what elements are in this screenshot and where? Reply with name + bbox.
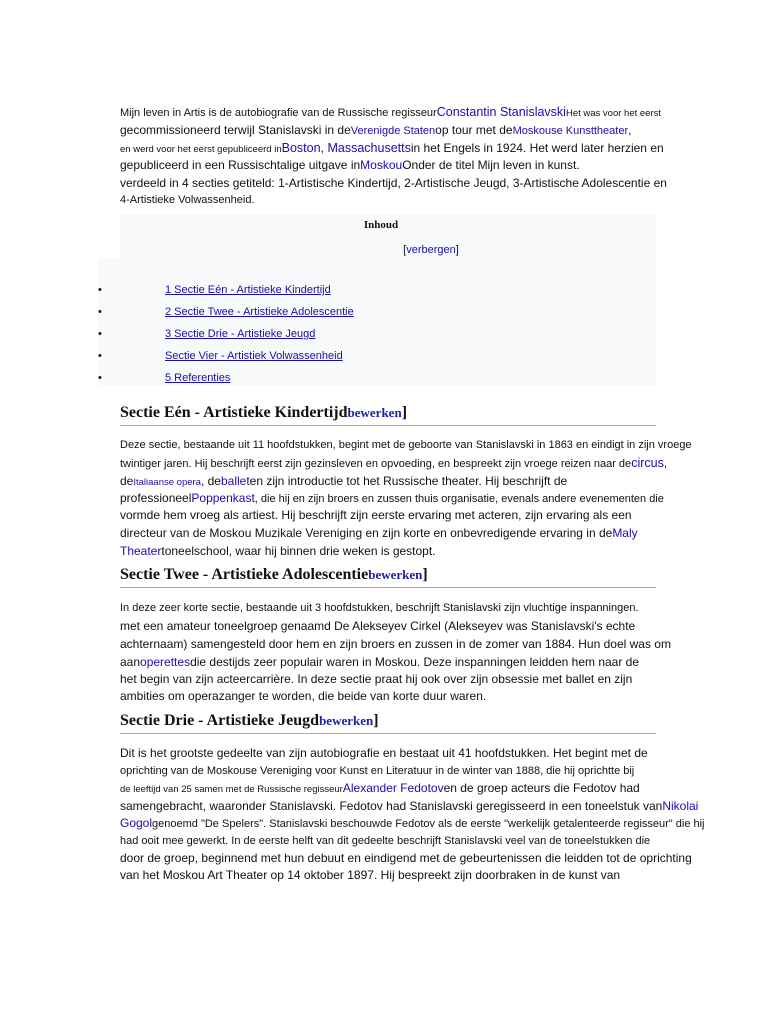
- toc-bracket: ]: [455, 244, 459, 256]
- sec2-text: aan: [120, 655, 141, 669]
- sec2-line: [120, 671, 632, 687]
- link-gogol[interactable]: Gogol: [120, 816, 153, 830]
- sec3-text: en de groep acteurs die Fedotov had: [443, 781, 640, 795]
- toc-item[interactable]: [98, 371, 230, 385]
- toc-link-2[interactable]: 2 Sectie Twee - Artistieke Adolescentie: [165, 306, 354, 318]
- link-circus[interactable]: circus: [631, 456, 664, 470]
- intro-text: ,: [628, 123, 632, 137]
- sec3-text: door de groep, beginnend met hun debuut en eindigend met de gebeurtenissen die leidden tot de oprichting: [120, 851, 692, 865]
- intro-line-3: [120, 140, 664, 158]
- sec3-text: genoemd "De Spelers". Stanislavski beschouwde Fedotov als de eerste "werkelijk getalenteerde regisseur" die hij: [152, 818, 705, 830]
- toc-title: Inhoud: [363, 219, 399, 231]
- edit-bracket: ]: [373, 712, 379, 729]
- link-italiaanse-opera[interactable]: Italiaanse opera: [133, 477, 201, 488]
- section-2-edit-link[interactable]: bewerken: [368, 567, 423, 582]
- sec2-line: [120, 688, 486, 704]
- intro-line-1: [120, 104, 661, 122]
- sec3-text: van het Moskou Art Theater op 14 oktober 1897. Hij bespreekt zijn doorbraken in de kunst van: [120, 868, 621, 882]
- sec3-text: Dit is het grootste gedeelte van zijn autobiografie en bestaat uit 41 hoofdstukken. Het begint met de: [120, 746, 648, 760]
- toc-hide-link[interactable]: verbergen: [406, 244, 456, 256]
- toc-bracket: [: [403, 244, 407, 256]
- section-3-edit-link[interactable]: bewerken: [319, 713, 374, 728]
- bullet-icon: •: [98, 350, 102, 362]
- intro-text: op tour met de: [435, 123, 513, 137]
- sec2-text: ambities om operazanger te worden, die beide van korte duur waren.: [120, 689, 487, 703]
- sec1-text: vormde hem vroeg als artiest. Hij beschrijft zijn eerste ervaring met acteren, zijn ervaring als een: [120, 508, 632, 522]
- link-moskou[interactable]: Moskou: [360, 158, 403, 172]
- bullet-icon: •: [98, 328, 102, 340]
- toc-item[interactable]: [98, 283, 331, 297]
- sec1-text: , de: [200, 474, 221, 488]
- section-1-title: Sectie Eén - Artistieke Kindertijd: [120, 404, 348, 421]
- sec1-text: directeur van de Moskou Muzikale Vereniging en zijn korte en onbevredigende ervaring in de: [120, 526, 613, 540]
- intro-text: 4-Artistieke Volwassenheid.: [120, 194, 255, 206]
- sec2-line: [120, 654, 639, 670]
- sec1-line: [120, 455, 667, 472]
- sec1-text: , die hij en zijn broers en zussen thuis organisatie, evenals andere evenementen die: [254, 493, 664, 505]
- sec1-text: twintiger jaren. Hij beschrijft eerst zijn gezinsleven en opvoeding, en bespreekt zijn vroege reizen naar de: [120, 458, 632, 470]
- sec3-text: had ooit mee gewerkt. In de eerste helft van dit gedeelte beschrijft Stanislavski veel van de toneelstukken die: [120, 835, 651, 847]
- intro-line-4: [120, 157, 580, 173]
- toc-link-3[interactable]: 3 Sectie Drie - Artistieke Jeugd: [165, 328, 316, 340]
- section-1-edit-link[interactable]: bewerken: [347, 405, 402, 420]
- sec3-text: oprichting van de Moskouse Vereniging voor Kunst en Literatuur in de winter van 1888, die hij oprichtte bij: [120, 765, 635, 777]
- intro-text: in het Engels in 1924. Het werd later herzien en: [410, 141, 664, 155]
- sec3-line: [120, 763, 634, 779]
- sec3-text: de leeftijd van 25 samen met de Russische regisseur: [120, 784, 343, 795]
- bullet-icon: •: [98, 284, 102, 296]
- sec3-line: [120, 798, 698, 814]
- intro-line-6: [120, 192, 255, 208]
- sec1-line: [120, 437, 692, 453]
- sec1-text: Deze sectie, bestaande uit 11 hoofdstukken, begint met de geboorte van Stanislavski in 1863 en eindigt in zijn vroege: [120, 439, 692, 451]
- intro-text: gepubliceerd in een Russischtalige uitgave in: [120, 158, 361, 172]
- sec1-line: [120, 490, 664, 507]
- sec2-text: met een amateur toneelgroep genaamd De Alekseyev Cirkel (Alekseyev was Stanislavski's echte: [120, 619, 636, 633]
- sec3-line: [120, 780, 640, 798]
- link-theater[interactable]: Theater: [120, 544, 162, 558]
- sec1-text: ,: [663, 458, 667, 470]
- sec3-line: [120, 867, 620, 883]
- sec3-line: [120, 745, 648, 761]
- section-2-heading: [120, 565, 656, 588]
- sec1-line: [120, 473, 567, 491]
- toc-item[interactable]: [98, 327, 315, 341]
- sec1-text: toneelschool, waar hij binnen drie weken is gestopt.: [161, 544, 436, 558]
- toc-link-1[interactable]: 1 Sectie Eén - Artistieke Kindertijd: [165, 284, 331, 296]
- link-constantin-stanislavski[interactable]: Constantin Stanislavski: [436, 105, 566, 119]
- sec1-text: en zijn introductie tot het Russische theater. Hij beschrijft de: [249, 474, 568, 488]
- bullet-icon: •: [98, 372, 102, 384]
- link-alexander-fedotov[interactable]: Alexander Fedotov: [342, 781, 444, 795]
- link-boston[interactable]: Boston, Massachusetts: [281, 141, 411, 155]
- sec2-text: die destijds zeer populair waren in Moskou. Deze inspanningen leidden hem naar de: [190, 655, 640, 669]
- intro-line-2: [120, 122, 631, 139]
- section-2-title: Sectie Twee - Artistieke Adolescentie: [120, 566, 369, 583]
- edit-bracket: ]: [401, 404, 408, 421]
- link-ballet[interactable]: ballet: [220, 474, 250, 488]
- sec1-text: de: [120, 474, 134, 488]
- sec2-line: [120, 600, 639, 616]
- toc-background: [98, 258, 120, 386]
- intro-line-5: [120, 175, 667, 191]
- sec2-text: In deze zeer korte sectie, bestaande uit 3 hoofdstukken, beschrijft Stanislavski zijn vluchtige inspanningen.: [120, 602, 639, 614]
- bullet-icon: •: [98, 306, 102, 318]
- intro-text: gecommissioneerd terwijl Stanislavski in de: [120, 123, 351, 137]
- intro-text: Het was voor het eerst: [565, 108, 661, 119]
- intro-text: Onder de titel Mijn leven in kunst.: [402, 158, 580, 172]
- sec1-text: professioneel: [120, 491, 192, 505]
- link-verenigde-staten[interactable]: Verenigde Staten: [350, 125, 436, 137]
- sec2-line: [120, 618, 635, 634]
- toc-item[interactable]: [98, 349, 343, 363]
- sec3-text: samengebracht, waaronder Stanislavski. Fedotov had Stanislavski geregisseerd in een toneelstuk van: [120, 799, 663, 813]
- toc-link-5[interactable]: 5 Referenties: [165, 372, 231, 384]
- section-3-title: Sectie Drie - Artistieke Jeugd: [120, 712, 320, 729]
- section-3-heading: [120, 711, 656, 734]
- link-operettes[interactable]: operettes: [140, 655, 191, 669]
- edit-bracket: ]: [422, 566, 428, 583]
- sec2-text: achternaam) samengesteld door hem en zijn broers en zussen in de zomer van 1884. Hun doel was om: [120, 637, 671, 651]
- sec1-line: [120, 525, 638, 541]
- sec2-line: [120, 636, 671, 652]
- link-nikolai[interactable]: Nikolai: [662, 799, 699, 813]
- toc-link-4[interactable]: Sectie Vier - Artistiek Volwassenheid: [165, 350, 343, 362]
- sec1-line: [120, 507, 632, 523]
- sec3-line: [120, 833, 650, 849]
- sec3-line: [120, 850, 692, 866]
- sec2-text: het begin van zijn acteercarrière. In deze sectie praat hij ook over zijn obsessie met ballet en zijn: [120, 672, 633, 686]
- link-moskouse-kunsttheater[interactable]: Moskouse Kunsttheater: [512, 125, 629, 137]
- sec1-line: [120, 543, 436, 559]
- section-1-heading: [120, 403, 656, 426]
- intro-text: Mijn leven in Artis is de autobiografie van de Russische regisseur: [120, 107, 437, 119]
- link-poppenkast[interactable]: Poppenkast: [191, 491, 255, 505]
- sec3-line: [120, 815, 705, 832]
- toc-item[interactable]: [98, 305, 354, 319]
- intro-text: verdeeld in 4 secties getiteld: 1-Artistische Kindertijd, 2-Artistische Jeugd, 3-Artistische Adolescentie en: [120, 176, 667, 190]
- toc-toggle: [120, 244, 742, 256]
- intro-text: en werd voor het eerst gepubliceerd in: [120, 144, 282, 155]
- link-maly[interactable]: Maly: [612, 526, 638, 540]
